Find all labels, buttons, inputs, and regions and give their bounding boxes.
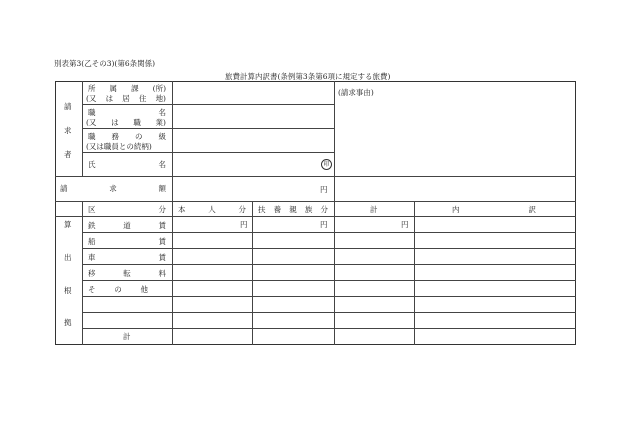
calc-group-char: 根 — [64, 286, 72, 295]
form-caption: 別表第3(乙その3)(第6条関係) — [54, 59, 156, 68]
request-amount-label: 請 求 額 — [60, 184, 166, 193]
divider — [55, 176, 576, 177]
divider — [55, 201, 576, 202]
relation-label: (又は職員との続柄) — [86, 142, 152, 151]
unit-total: 円 — [401, 220, 409, 229]
divider — [82, 81, 83, 176]
divider — [252, 201, 253, 345]
grade-label: 職 務 の 級 — [88, 132, 166, 141]
divider — [82, 201, 83, 345]
dept-alt-label: (又 は 居 住 地) — [86, 94, 166, 103]
divider — [82, 312, 576, 313]
divider — [414, 201, 415, 345]
divider — [82, 296, 576, 297]
divider — [334, 81, 335, 201]
occupation-label: (又 は 職 業) — [86, 118, 166, 127]
row-label-other: そ の 他 — [88, 285, 148, 294]
name-label: 氏 名 — [88, 160, 166, 169]
divider — [82, 264, 576, 265]
header-category: 区 分 — [88, 205, 166, 214]
header-total: 計 — [370, 205, 378, 214]
amount-unit: 円 — [320, 185, 328, 194]
calc-group-char: 拠 — [64, 318, 72, 327]
unit-self: 円 — [240, 220, 248, 229]
unit-dependents: 円 — [320, 220, 328, 229]
form-title: 旅費計算内訳書(条例第3条第6項に規定する旅費) — [225, 72, 391, 81]
calc-group-char: 算 — [64, 220, 72, 229]
divider — [82, 328, 576, 329]
row-label-car-fare: 車 賃 — [88, 253, 166, 262]
request-reason-label: (請求事由) — [338, 88, 374, 97]
header-self: 本 人 分 — [178, 205, 246, 214]
row-label-relocation-fee: 移 転 料 — [88, 269, 166, 278]
seal-mark: 印 — [321, 159, 332, 170]
position-label: 職 名 — [88, 108, 166, 117]
row-label-rail-fare: 鉄 道 賃 — [88, 221, 166, 230]
claimant-group-char: 請 — [64, 102, 72, 111]
total-row-label: 計 — [123, 332, 131, 341]
divider — [82, 152, 334, 153]
claimant-group-char: 求 — [64, 126, 72, 135]
divider — [82, 248, 576, 249]
row-label-ship-fare: 船 賃 — [88, 237, 166, 246]
header-dependents: 扶 養 親 族 分 — [258, 205, 328, 214]
divider — [82, 280, 576, 281]
calc-group-char: 出 — [64, 253, 72, 262]
dept-label: 所 属 課 (所) — [88, 84, 166, 93]
claimant-group-char: 者 — [64, 150, 72, 159]
divider — [334, 201, 335, 345]
header-breakdown: 内 訳 — [452, 205, 536, 214]
divider — [82, 104, 334, 105]
divider — [82, 128, 334, 129]
divider — [55, 216, 576, 217]
divider — [82, 232, 576, 233]
divider — [172, 81, 173, 345]
